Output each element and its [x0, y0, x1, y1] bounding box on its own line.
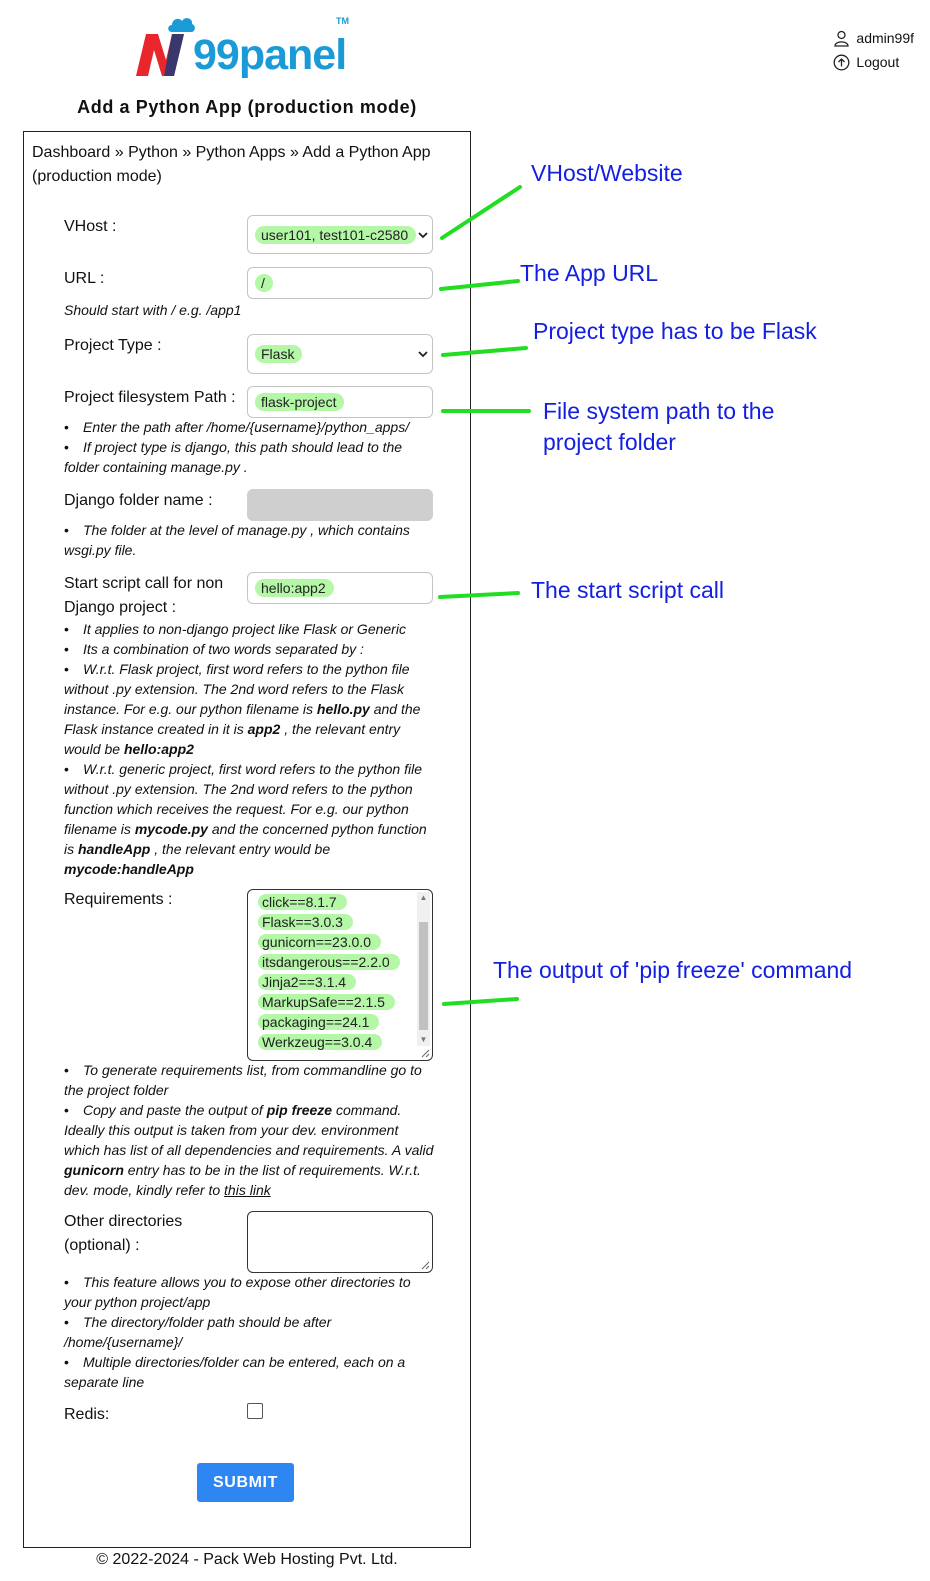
logout-link[interactable] — [833, 50, 914, 74]
requirements-label: Requirements : — [64, 891, 173, 908]
vhost-label: VHost : — [64, 218, 117, 235]
footer: © 2022-2024 - Pack Web Hosting Pvt. Ltd. — [96, 1551, 398, 1568]
other-dirs-label: Other directories (optional) : — [64, 1213, 183, 1254]
fs-path-hints — [64, 417, 436, 477]
chevron-down-icon — [418, 231, 428, 239]
requirements-hints — [64, 1060, 436, 1200]
project-type-value: Flask — [255, 345, 302, 363]
list-item: • W.r.t. generic project, first word refers to the python file without .py extension. The 2nd word refers to the python function which receives the request. For e.g. our python filename is mycode.py and the concerned python function is handleApp , the relevant entry would be mycode:handleApp — [64, 759, 436, 879]
requirement-line: Werkzeug==3.0.4 — [252, 1032, 416, 1052]
annotation-fs-path: File system path to the project folder — [543, 398, 775, 455]
user-menu — [833, 26, 914, 74]
requirement-line: packaging==24.1 — [252, 1012, 416, 1032]
list-item: • If project type is django, this path should lead to the folder containing manage.py . — [64, 437, 436, 477]
list-item: • To generate requirements list, from commandline go to the project folder — [64, 1060, 436, 1100]
logout-label: Logout — [856, 54, 900, 70]
logo-n-mark — [132, 32, 194, 78]
annotation-requirements: The output of 'pip freeze' command — [493, 957, 853, 983]
list-item: • Copy and paste the output of pip freeze command. Ideally this output is taken from your dev. environment which has list of all dependencies and requirements. A valid gunicorn entry has to be in the list of requirements. W.r.t. dev. mode, kindly refer to this link — [64, 1100, 436, 1200]
project-type-select[interactable] — [247, 334, 433, 374]
django-folder-label: Django folder name : — [64, 492, 213, 509]
url-label: URL : — [64, 270, 105, 287]
submit-button[interactable]: SUBMIT — [197, 1463, 294, 1502]
cloud-icon — [166, 14, 196, 34]
logo-text: 99panel — [193, 31, 347, 79]
annotation-start-script: The start script call — [531, 577, 724, 603]
breadcrumb: Dashboard » Python » Python Apps » Add a Python App (production mode) — [32, 144, 431, 185]
start-script-input[interactable] — [247, 572, 433, 604]
other-dirs-textarea[interactable] — [247, 1211, 433, 1273]
resize-handle-icon[interactable] — [420, 1260, 430, 1270]
requirements-list — [252, 892, 416, 1052]
redis-label: Redis: — [64, 1406, 110, 1423]
start-script-value: hello:app2 — [255, 579, 334, 597]
other-dirs-hints — [64, 1272, 436, 1392]
list-item: • This feature allows you to expose other directories to your python project/app — [64, 1272, 436, 1312]
requirement-line: itsdangerous==2.2.0 — [252, 952, 416, 972]
list-item: • Its a combination of two words separated by : — [64, 639, 436, 659]
list-item: • W.r.t. Flask project, first word refers to the python file without .py extension. The 2nd word refers to the Flask instance. For e.g. our python filename is hello.py and the Flask instance created in it is app2 , the relevant entry would be hello:app2 — [64, 659, 436, 759]
user-account[interactable] — [833, 26, 914, 50]
redis-checkbox[interactable] — [247, 1403, 263, 1419]
scroll-up-icon[interactable]: ▲ — [419, 893, 428, 902]
url-input[interactable] — [247, 267, 433, 299]
list-item: • Multiple directories/folder can be entered, each on a separate line — [64, 1352, 436, 1392]
logout-icon — [833, 54, 850, 71]
chevron-down-icon — [418, 350, 428, 358]
user-icon — [833, 30, 850, 47]
vhost-value: user101, test101-c2580 — [255, 226, 416, 244]
annotation-url: The App URL — [520, 260, 659, 286]
fs-path-value: flask-project — [255, 393, 344, 411]
requirement-line: Jinja2==3.1.4 — [252, 972, 416, 992]
list-item: • It applies to non-django project like Flask or Generic — [64, 619, 436, 639]
resize-handle-icon[interactable] — [420, 1048, 430, 1058]
scrollbar[interactable] — [417, 892, 430, 1046]
url-value: / — [255, 274, 273, 292]
trademark: TM — [336, 16, 349, 26]
start-script-hints — [64, 619, 436, 879]
django-folder-hints — [64, 520, 436, 560]
list-item: • The folder at the level of manage.py , which contains wsgi.py file. — [64, 520, 436, 560]
list-item: • The directory/folder path should be after /home/{username}/ — [64, 1312, 436, 1352]
requirements-textarea[interactable] — [247, 889, 433, 1061]
scroll-down-icon[interactable]: ▼ — [419, 1035, 428, 1044]
vhost-select[interactable] — [247, 215, 433, 254]
fs-path-input[interactable] — [247, 386, 433, 418]
list-item: • Enter the path after /home/{username}/python_apps/ — [64, 417, 436, 437]
url-hint: Should start with / e.g. /app1 — [64, 302, 242, 318]
form-panel — [23, 131, 471, 1548]
logo — [132, 14, 358, 82]
requirement-line: Flask==3.0.3 — [252, 912, 416, 932]
start-script-label: Start script call for non Django project : — [64, 575, 224, 616]
requirement-line: MarkupSafe==2.1.5 — [252, 992, 416, 1012]
scroll-thumb[interactable] — [419, 922, 428, 1030]
django-folder-input[interactable] — [247, 489, 433, 521]
annotation-project-type: Project type has to be Flask — [533, 318, 817, 344]
annotation-vhost: VHost/Website — [531, 160, 683, 186]
requirement-line: click==8.1.7 — [252, 892, 416, 912]
project-type-label: Project Type : — [64, 337, 162, 354]
dev-mode-link[interactable]: this link — [224, 1182, 271, 1198]
page-title: Add a Python App (production mode) — [77, 97, 417, 117]
username: admin99f — [856, 30, 914, 46]
fs-path-label: Project filesystem Path : — [64, 389, 236, 406]
requirement-line: gunicorn==23.0.0 — [252, 932, 416, 952]
